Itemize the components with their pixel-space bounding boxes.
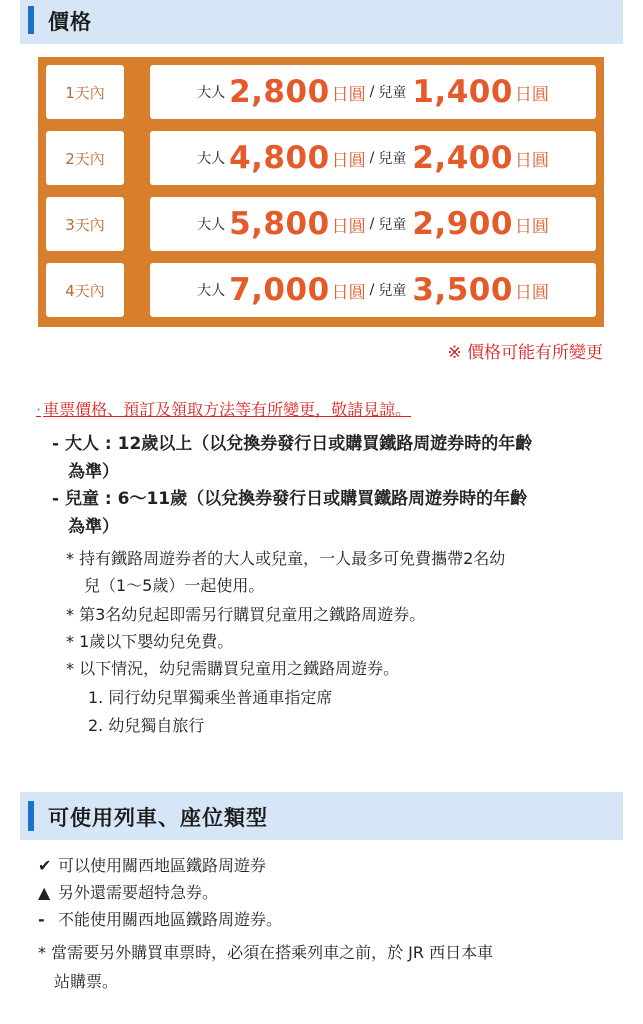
duration-label-4day: 4天內 [46,263,124,317]
price-unit: 日圓 [331,216,366,237]
price-unit: 日圓 [331,84,366,105]
legend-extra-ticket [38,880,218,906]
legend-usable [38,853,266,879]
infant-note-4: * 以下情況，幼兒需購買兒童用之鐵路周遊券。 [66,659,400,678]
change-notice-link[interactable] [36,397,411,420]
price-unit: 日圓 [514,84,549,105]
infant-note-1-line2: 兒（1～5歲）一起使用。 [84,576,265,595]
adult-age-rule-line1: - 大人 : 12歲以上（以兌換券發行日或購買鐵路周遊券時的年齡 [52,434,533,454]
child-label: 兒童 [378,283,407,299]
purchase-footnote-line2: 站購票。 [54,972,119,991]
infant-note-1 [66,545,611,599]
train-section-title: 可使用列車、座位類型 [48,806,268,830]
price-cell-1day [150,65,596,119]
dash-icon: - [38,910,45,929]
adult-label: 大人 [197,151,226,167]
adult-price: 4,800 [229,140,330,176]
legend-usable-text: 可以使用關西地區鐵路周遊券 [58,856,267,875]
adult-price: 7,000 [229,272,330,308]
checkmark-icon: ✔ [38,856,52,875]
price-separator: / [369,216,375,232]
duration-label-2day: 2天內 [46,131,124,185]
price-unit: 日圓 [514,150,549,171]
header-accent-bar [28,6,34,34]
adult-label: 大人 [197,85,226,101]
price-change-note: ※ 價格可能有所變更 [447,343,603,363]
legend-not-usable [38,907,282,933]
price-cell-3day [150,197,596,251]
child-label: 兒童 [378,85,407,101]
child-age-rule-line1: - 兒童 : 6～11歲（以兌換券發行日或購買鐵路周遊券時的年齡 [52,489,528,509]
price-cell-2day [150,131,596,185]
adult-age-rule [52,430,612,486]
adult-price: 2,800 [229,74,330,110]
price-separator: / [369,282,375,298]
price-table [38,57,604,327]
duration-label-3day: 3天內 [46,197,124,251]
infant-note-1-line1: * 持有鐵路周遊券者的大人或兒童，一人最多可免費攜帶2名幼 [66,549,506,568]
adult-label: 大人 [197,217,226,233]
purchase-footnote [38,938,608,996]
legend-extra-ticket-text: 另外還需要超特急券。 [58,883,219,902]
price-unit: 日圓 [514,282,549,303]
price-cell-4day [150,263,596,317]
infant-case-2: 2. 幼兒獨自旅行 [88,716,205,735]
infant-note-2: * 第3名幼兒起即需另行購買兒童用之鐵路周遊券。 [66,605,426,624]
infant-note-3: * 1歲以下嬰幼兒免費。 [66,632,234,651]
child-label: 兒童 [378,217,407,233]
notice-bullet: · [36,400,42,419]
price-section-title: 價格 [48,10,92,34]
adult-price: 5,800 [229,206,330,242]
child-price: 2,900 [412,206,513,242]
legend-not-usable-text: 不能使用關西地區鐵路周遊券。 [58,910,283,929]
child-age-rule-line2: 為準） [68,517,119,537]
infant-case-1: 1. 同行幼兒單獨乘坐普通車指定席 [88,688,333,707]
price-table-divider [133,57,139,327]
purchase-footnote-line1: * 當需要另外購買車票時，必須在搭乘列車之前，於 JR 西日本車 [38,943,494,962]
child-price: 1,400 [412,74,513,110]
child-price: 3,500 [412,272,513,308]
price-unit: 日圓 [331,282,366,303]
change-notice-text: 車票價格、預訂及領取方法等有所變更，敬請見諒。 [43,400,412,419]
child-age-rule [52,485,612,541]
child-price: 2,400 [412,140,513,176]
train-section-header [20,792,623,840]
adult-label: 大人 [197,283,226,299]
price-separator: / [369,84,375,100]
price-unit: 日圓 [331,150,366,171]
price-unit: 日圓 [514,216,549,237]
adult-age-rule-line2: 為準） [68,462,119,482]
duration-label-1day: 1天內 [46,65,124,119]
child-label: 兒童 [378,151,407,167]
triangle-icon: ▲ [38,883,51,902]
price-section-header [20,0,623,44]
header-accent-bar [28,801,34,831]
price-separator: / [369,150,375,166]
